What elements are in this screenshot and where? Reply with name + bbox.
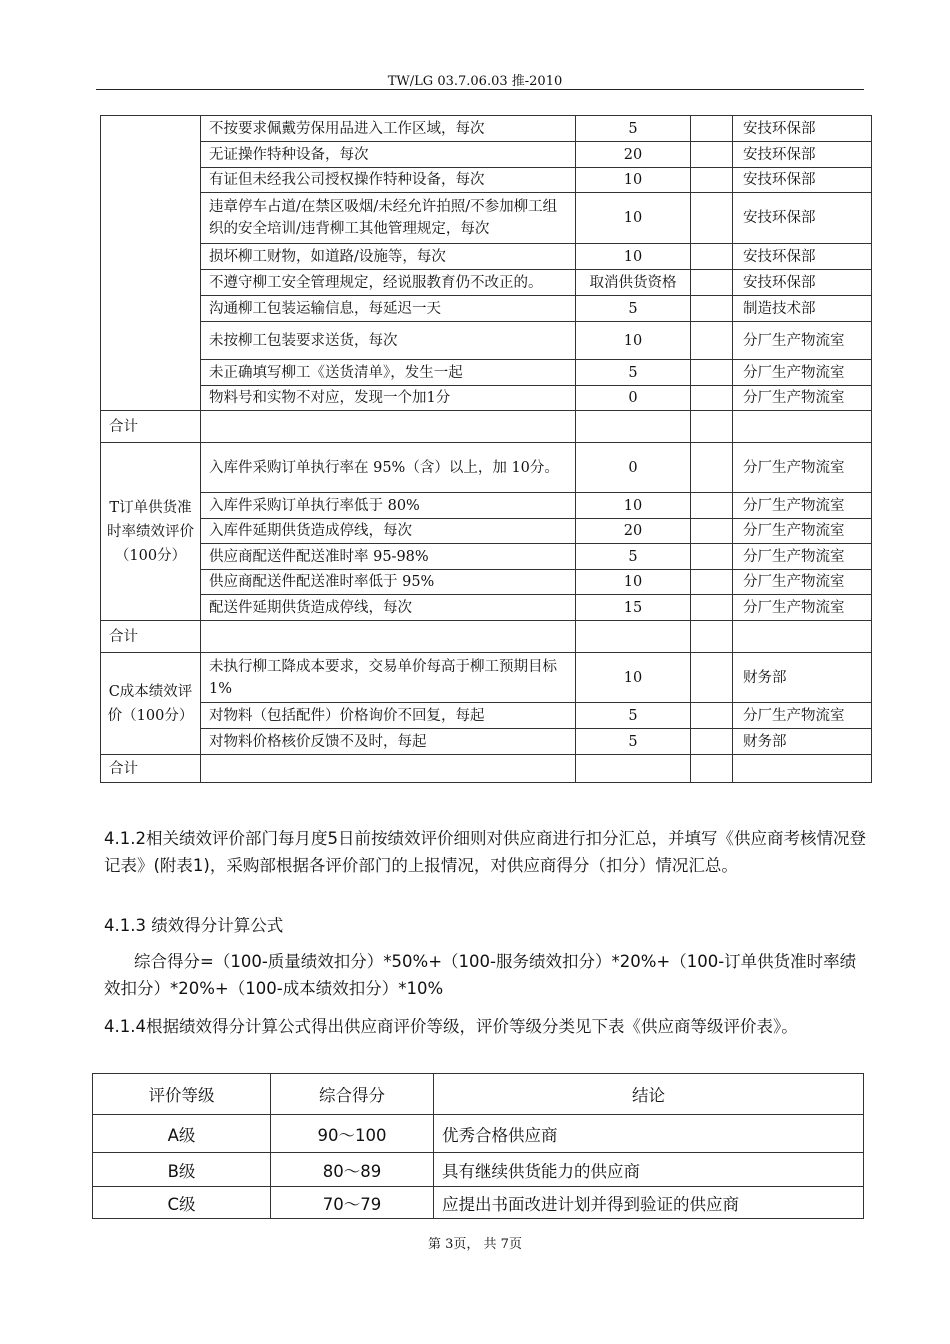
- score-cell: 10: [576, 168, 691, 193]
- table-row: [101, 270, 872, 296]
- score-cell: 15: [576, 595, 691, 621]
- conclusion-cell: 优秀合格供应商: [434, 1115, 864, 1153]
- table-row: [101, 142, 872, 168]
- grade-row: [93, 1115, 864, 1153]
- table-row: [101, 116, 872, 142]
- item-cell: 入库件延期供货造成停线，每次: [201, 519, 576, 544]
- total-row: [101, 411, 872, 443]
- page-footer: 第 3页， 共 7页: [428, 1237, 522, 1252]
- evaluation-detail-table: [100, 115, 872, 783]
- table-row: [101, 322, 872, 360]
- paragraph-4-1-4: 4.1.4根据绩效得分计算公式得出供应商评价等级，评价等级分类见下表《供应商等级评价表》。: [104, 1017, 798, 1036]
- paragraph-4-1-3: 4.1.3 绩效得分计算公式: [104, 916, 284, 935]
- table-row: [101, 493, 872, 519]
- table-row: [101, 595, 872, 621]
- dept-cell: 分厂生产物流室: [733, 519, 872, 544]
- table-row: [101, 703, 872, 729]
- blank-cell: [691, 270, 733, 296]
- score-header: 综合得分: [271, 1074, 434, 1115]
- grade-cell: C级: [93, 1187, 271, 1219]
- total-label: 合计: [101, 755, 201, 783]
- blank-cell: [691, 360, 733, 386]
- score-cell: 20: [576, 142, 691, 168]
- score-cell: 取消供货资格: [576, 270, 691, 296]
- total-label: 合计: [101, 411, 201, 443]
- grade-score-cell: 90～100: [271, 1115, 434, 1153]
- blank-cell: [691, 296, 733, 322]
- item-cell: 对物料价格核价反馈不及时，每起: [201, 729, 576, 755]
- dept-cell: 财务部: [733, 653, 872, 703]
- dept-cell: 安技环保部: [733, 244, 872, 270]
- item-cell: 不遵守柳工安全管理规定，经说服教育仍不改正的。: [201, 270, 576, 296]
- item-cell: 供应商配送件配送准时率低于 95%: [201, 570, 576, 595]
- item-cell: 沟通柳工包装运输信息，每延迟一天: [201, 296, 576, 322]
- score-cell: 10: [576, 244, 691, 270]
- conclusion-header: 结论: [434, 1074, 864, 1115]
- item-cell: 不按要求佩戴劳保用品进入工作区域，每次: [201, 116, 576, 142]
- table-row: [101, 544, 872, 570]
- item-cell: 未正确填写柳工《送货清单》，发生一起: [201, 360, 576, 386]
- paragraph-4-1-2: 4.1.2相关绩效评价部门每月度5日前按绩效评价细则对供应商进行扣分汇总，并填写《供应商考核情况登记表》(附表1)，采购部根据各评价部门的上报情况，对供应商得分（扣分）情况汇总。: [104, 829, 866, 875]
- dept-cell: 安技环保部: [733, 142, 872, 168]
- table-row: [101, 443, 872, 493]
- conclusion-cell: 具有继续供货能力的供应商: [434, 1153, 864, 1187]
- dept-cell: 分厂生产物流室: [733, 443, 872, 493]
- blank-cell: [691, 142, 733, 168]
- dept-cell: 分厂生产物流室: [733, 703, 872, 729]
- item-cell: 对物料（包括配件）价格询价不回复，每起: [201, 703, 576, 729]
- table-row: [101, 386, 872, 411]
- item-cell: 损坏柳工财物，如道路/设施等，每次: [201, 244, 576, 270]
- table-row: [101, 519, 872, 544]
- grade-cell: A级: [93, 1115, 271, 1153]
- score-cell: 10: [576, 193, 691, 244]
- blank-cell: [691, 244, 733, 270]
- score-cell: 5: [576, 703, 691, 729]
- grade-score-cell: 80～89: [271, 1153, 434, 1187]
- grade-header: 评价等级: [93, 1074, 271, 1115]
- table-row: [101, 653, 872, 703]
- item-cell: 入库件采购订单执行率低于 80%: [201, 493, 576, 519]
- score-cell: 0: [576, 386, 691, 411]
- grade-header-row: [93, 1074, 864, 1115]
- score-cell: 10: [576, 653, 691, 703]
- total-row: [101, 621, 872, 653]
- blank-cell: [691, 193, 733, 244]
- total-row: [101, 755, 872, 783]
- score-cell: 5: [576, 360, 691, 386]
- dept-cell: 分厂生产物流室: [733, 322, 872, 360]
- category-c-cell: C成本绩效评价（100分）: [101, 653, 201, 755]
- dept-cell: 分厂生产物流室: [733, 595, 872, 621]
- item-cell: 未按柳工包装要求送货，每次: [201, 322, 576, 360]
- dept-cell: 安技环保部: [733, 168, 872, 193]
- header-divider: [96, 89, 864, 90]
- blank-cell: [691, 703, 733, 729]
- score-cell: 10: [576, 570, 691, 595]
- total-label: 合计: [101, 621, 201, 653]
- score-cell: 20: [576, 519, 691, 544]
- blank-cell: [691, 595, 733, 621]
- score-cell: 5: [576, 729, 691, 755]
- blank-cell: [691, 116, 733, 142]
- dept-cell: 分厂生产物流室: [733, 386, 872, 411]
- blank-cell: [691, 544, 733, 570]
- item-cell: 无证操作特种设备，每次: [201, 142, 576, 168]
- category-cell: [101, 116, 201, 411]
- dept-cell: 财务部: [733, 729, 872, 755]
- score-cell: 0: [576, 443, 691, 493]
- dept-cell: 安技环保部: [733, 116, 872, 142]
- grade-score-cell: 70～79: [271, 1187, 434, 1219]
- item-cell: 违章停车占道/在禁区吸烟/未经允许拍照/不参加柳工组织的安全培训/违背柳工其他管理规定，每次: [201, 193, 576, 244]
- score-cell: 5: [576, 296, 691, 322]
- grade-row: [93, 1187, 864, 1219]
- blank-cell: [691, 729, 733, 755]
- blank-cell: [691, 386, 733, 411]
- score-cell: 10: [576, 493, 691, 519]
- dept-cell: 制造技术部: [733, 296, 872, 322]
- item-cell: 配送件延期供货造成停线，每次: [201, 595, 576, 621]
- grade-cell: B级: [93, 1153, 271, 1187]
- dept-cell: 安技环保部: [733, 193, 872, 244]
- category-t-cell: T订单供货准时率绩效评价（100分）: [101, 443, 201, 621]
- page-header: TW/LG 03.7.06.03 推-2010: [387, 74, 563, 89]
- item-cell: 入库件采购订单执行率在 95%（含）以上，加 10分。: [201, 443, 576, 493]
- blank-cell: [691, 493, 733, 519]
- item-cell: 未执行柳工降成本要求，交易单价每高于柳工预期目标 1%: [201, 653, 576, 703]
- dept-cell: 分厂生产物流室: [733, 570, 872, 595]
- score-cell: 5: [576, 544, 691, 570]
- table-row: [101, 193, 872, 244]
- blank-cell: [691, 443, 733, 493]
- score-cell: 10: [576, 322, 691, 360]
- score-formula: 综合得分=（100-质量绩效扣分）*50%+（100-服务绩效扣分）*20%+（100-订单供货准时率绩效扣分）*20%+（100-成本绩效扣分）*10%: [104, 952, 857, 998]
- table-row: [101, 570, 872, 595]
- dept-cell: 安技环保部: [733, 270, 872, 296]
- item-cell: 供应商配送件配送准时率 95-98%: [201, 544, 576, 570]
- table-row: [101, 168, 872, 193]
- conclusion-cell: 应提出书面改进计划并得到验证的供应商: [434, 1187, 864, 1219]
- blank-cell: [691, 322, 733, 360]
- blank-cell: [691, 570, 733, 595]
- dept-cell: 分厂生产物流室: [733, 360, 872, 386]
- supplier-grade-table: [92, 1073, 864, 1219]
- table-row: [101, 360, 872, 386]
- dept-cell: 分厂生产物流室: [733, 493, 872, 519]
- item-cell: 有证但未经我公司授权操作特种设备，每次: [201, 168, 576, 193]
- item-cell: 物料号和实物不对应，发现一个加1分: [201, 386, 576, 411]
- blank-cell: [691, 519, 733, 544]
- score-cell: 5: [576, 116, 691, 142]
- table-row: [101, 296, 872, 322]
- table-row: [101, 244, 872, 270]
- blank-cell: [691, 653, 733, 703]
- table-row: [101, 729, 872, 755]
- blank-cell: [691, 168, 733, 193]
- dept-cell: 分厂生产物流室: [733, 544, 872, 570]
- grade-row: [93, 1153, 864, 1187]
